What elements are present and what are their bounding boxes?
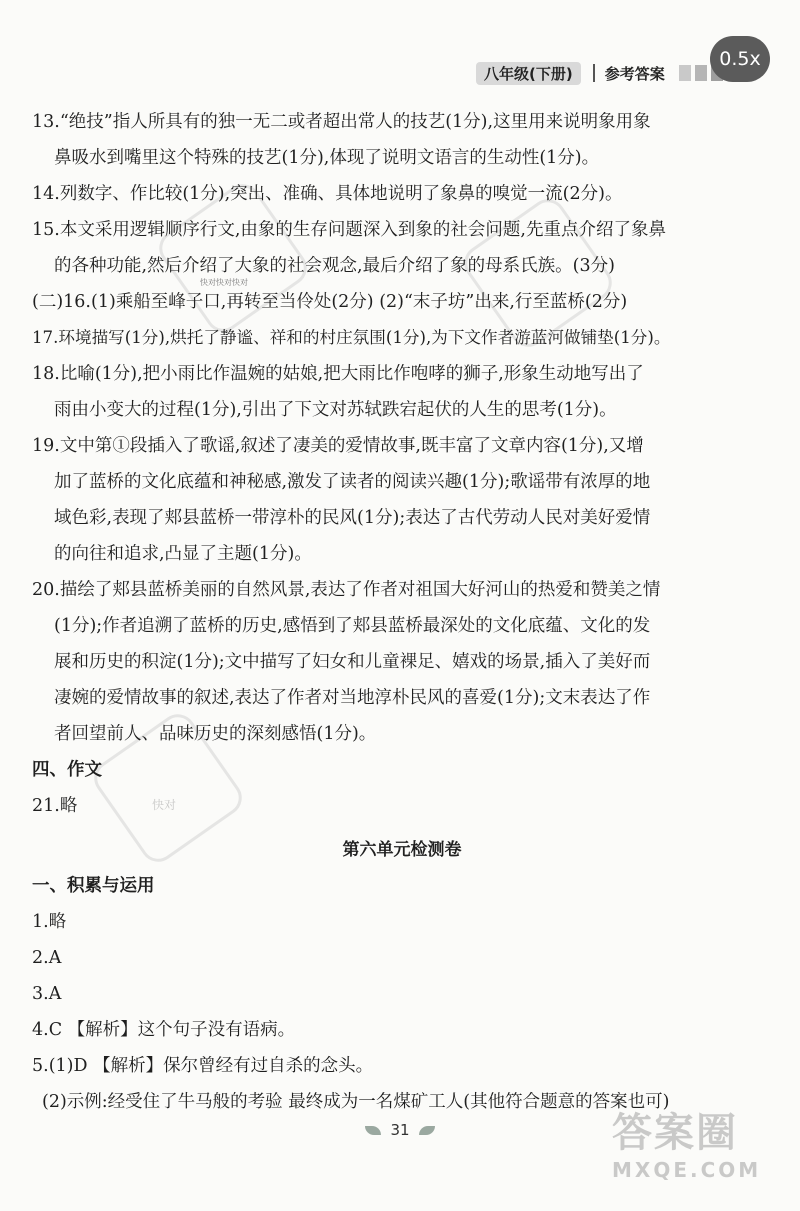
section-heading: 四、作文 bbox=[32, 760, 102, 780]
answer-line: 加了蓝桥的文化底蕴和神秘感,激发了读者的阅读兴趣(1分);歌谣带有浓厚的地 bbox=[54, 472, 651, 492]
answer-line: 5.(1)D 【解析】保尔曾经有过自杀的念头。 bbox=[32, 1056, 374, 1076]
answer-line: 18.比喻(1分),把小雨比作温婉的姑娘,把大雨比作咆哮的狮子,形象生动地写出了 bbox=[32, 364, 644, 384]
answer-line: 3.A bbox=[32, 984, 62, 1004]
answer-line: 者回望前人、品味历史的深刻感悟(1分)。 bbox=[54, 724, 377, 744]
answer-line: 的向往和追求,凸显了主题(1分)。 bbox=[54, 544, 312, 564]
watermark-brand: 快对 bbox=[152, 798, 177, 812]
section-heading: 一、积累与运用 bbox=[32, 876, 155, 896]
answer-line: 展和历史的积淀(1分);文中描写了妇女和儿童裸足、嬉戏的场景,插入了美好而 bbox=[54, 652, 651, 672]
answer-line: 域色彩,表现了郏县蓝桥一带淳朴的民风(1分);表达了古代劳动人民对美好爱情 bbox=[54, 508, 651, 528]
answer-line: (2)示例:经受住了牛马般的考验 最终成为一名煤矿工人(其他符合题意的答案也可) bbox=[42, 1092, 670, 1112]
answer-content bbox=[32, 104, 772, 1120]
page-header bbox=[476, 60, 727, 86]
answer-line: 20.描绘了郏县蓝桥美丽的自然风景,表达了作者对祖国大好河山的热爱和赞美之情 bbox=[32, 580, 661, 600]
answer-label: 参考答案 bbox=[604, 64, 665, 83]
watermark-small-text: 快对快对快对 bbox=[200, 278, 248, 287]
answer-line: 2.A bbox=[32, 948, 62, 968]
answer-line: 雨由小变大的过程(1分),引出了下文对苏轼跌宕起伏的人生的思考(1分)。 bbox=[54, 400, 617, 420]
answer-line: 的各种功能,然后介绍了大象的社会观念,最后介绍了象的母系氏族。(3分) bbox=[54, 256, 615, 276]
answer-line: 鼻吸水到嘴里这个特殊的技艺(1分),体现了说明文语言的生动性(1分)。 bbox=[54, 148, 600, 168]
answer-line: 17.环境描写(1分),烘托了静谧、祥和的村庄氛围(1分),为下文作者游蓝河做铺垫(1分)。 bbox=[32, 328, 671, 347]
leaf-icon bbox=[365, 1126, 381, 1135]
grade-tag: 八年级(下册) bbox=[476, 62, 581, 85]
unit-test-title: 第六单元检测卷 bbox=[342, 840, 462, 860]
site-logo-watermark: 答案圈 MXQE.COM bbox=[612, 1110, 762, 1182]
answer-line: 4.C 【解析】这个句子没有语病。 bbox=[32, 1020, 296, 1040]
leaf-icon bbox=[419, 1126, 435, 1135]
speed-button[interactable]: 0.5x bbox=[710, 36, 770, 82]
page-number: 31 bbox=[390, 1121, 410, 1139]
header-divider bbox=[593, 64, 595, 82]
answer-line: 13.“绝技”指人所具有的独一无二或者超出常人的技艺(1分),这里用来说明象用象 bbox=[32, 112, 651, 132]
answer-line: 19.文中第①段插入了歌谣,叙述了凄美的爱情故事,既丰富了文章内容(1分),又增 bbox=[32, 436, 644, 456]
answer-line: 14.列数字、作比较(1分),突出、准确、具体地说明了象鼻的嗅觉一流(2分)。 bbox=[32, 184, 623, 204]
answer-line: (1分);作者追溯了蓝桥的历史,感悟到了郏县蓝桥最深处的文化底蕴、文化的发 bbox=[54, 616, 651, 636]
answer-line: 凄婉的爱情故事的叙述,表达了作者对当地淳朴民风的喜爱(1分);文末表达了作 bbox=[54, 688, 651, 708]
answer-line: (二)16.(1)乘船至峰子口,再转至当伶处(2分) (2)“末子坊”出来,行至蓝桥(2分) bbox=[32, 292, 628, 312]
answer-line: 1.略 bbox=[32, 912, 67, 932]
answer-line: 21.略 bbox=[32, 796, 78, 816]
answer-line: 15.本文采用逻辑顺序行文,由象的生存问题深入到象的社会问题,先重点介绍了象鼻 bbox=[32, 220, 666, 240]
